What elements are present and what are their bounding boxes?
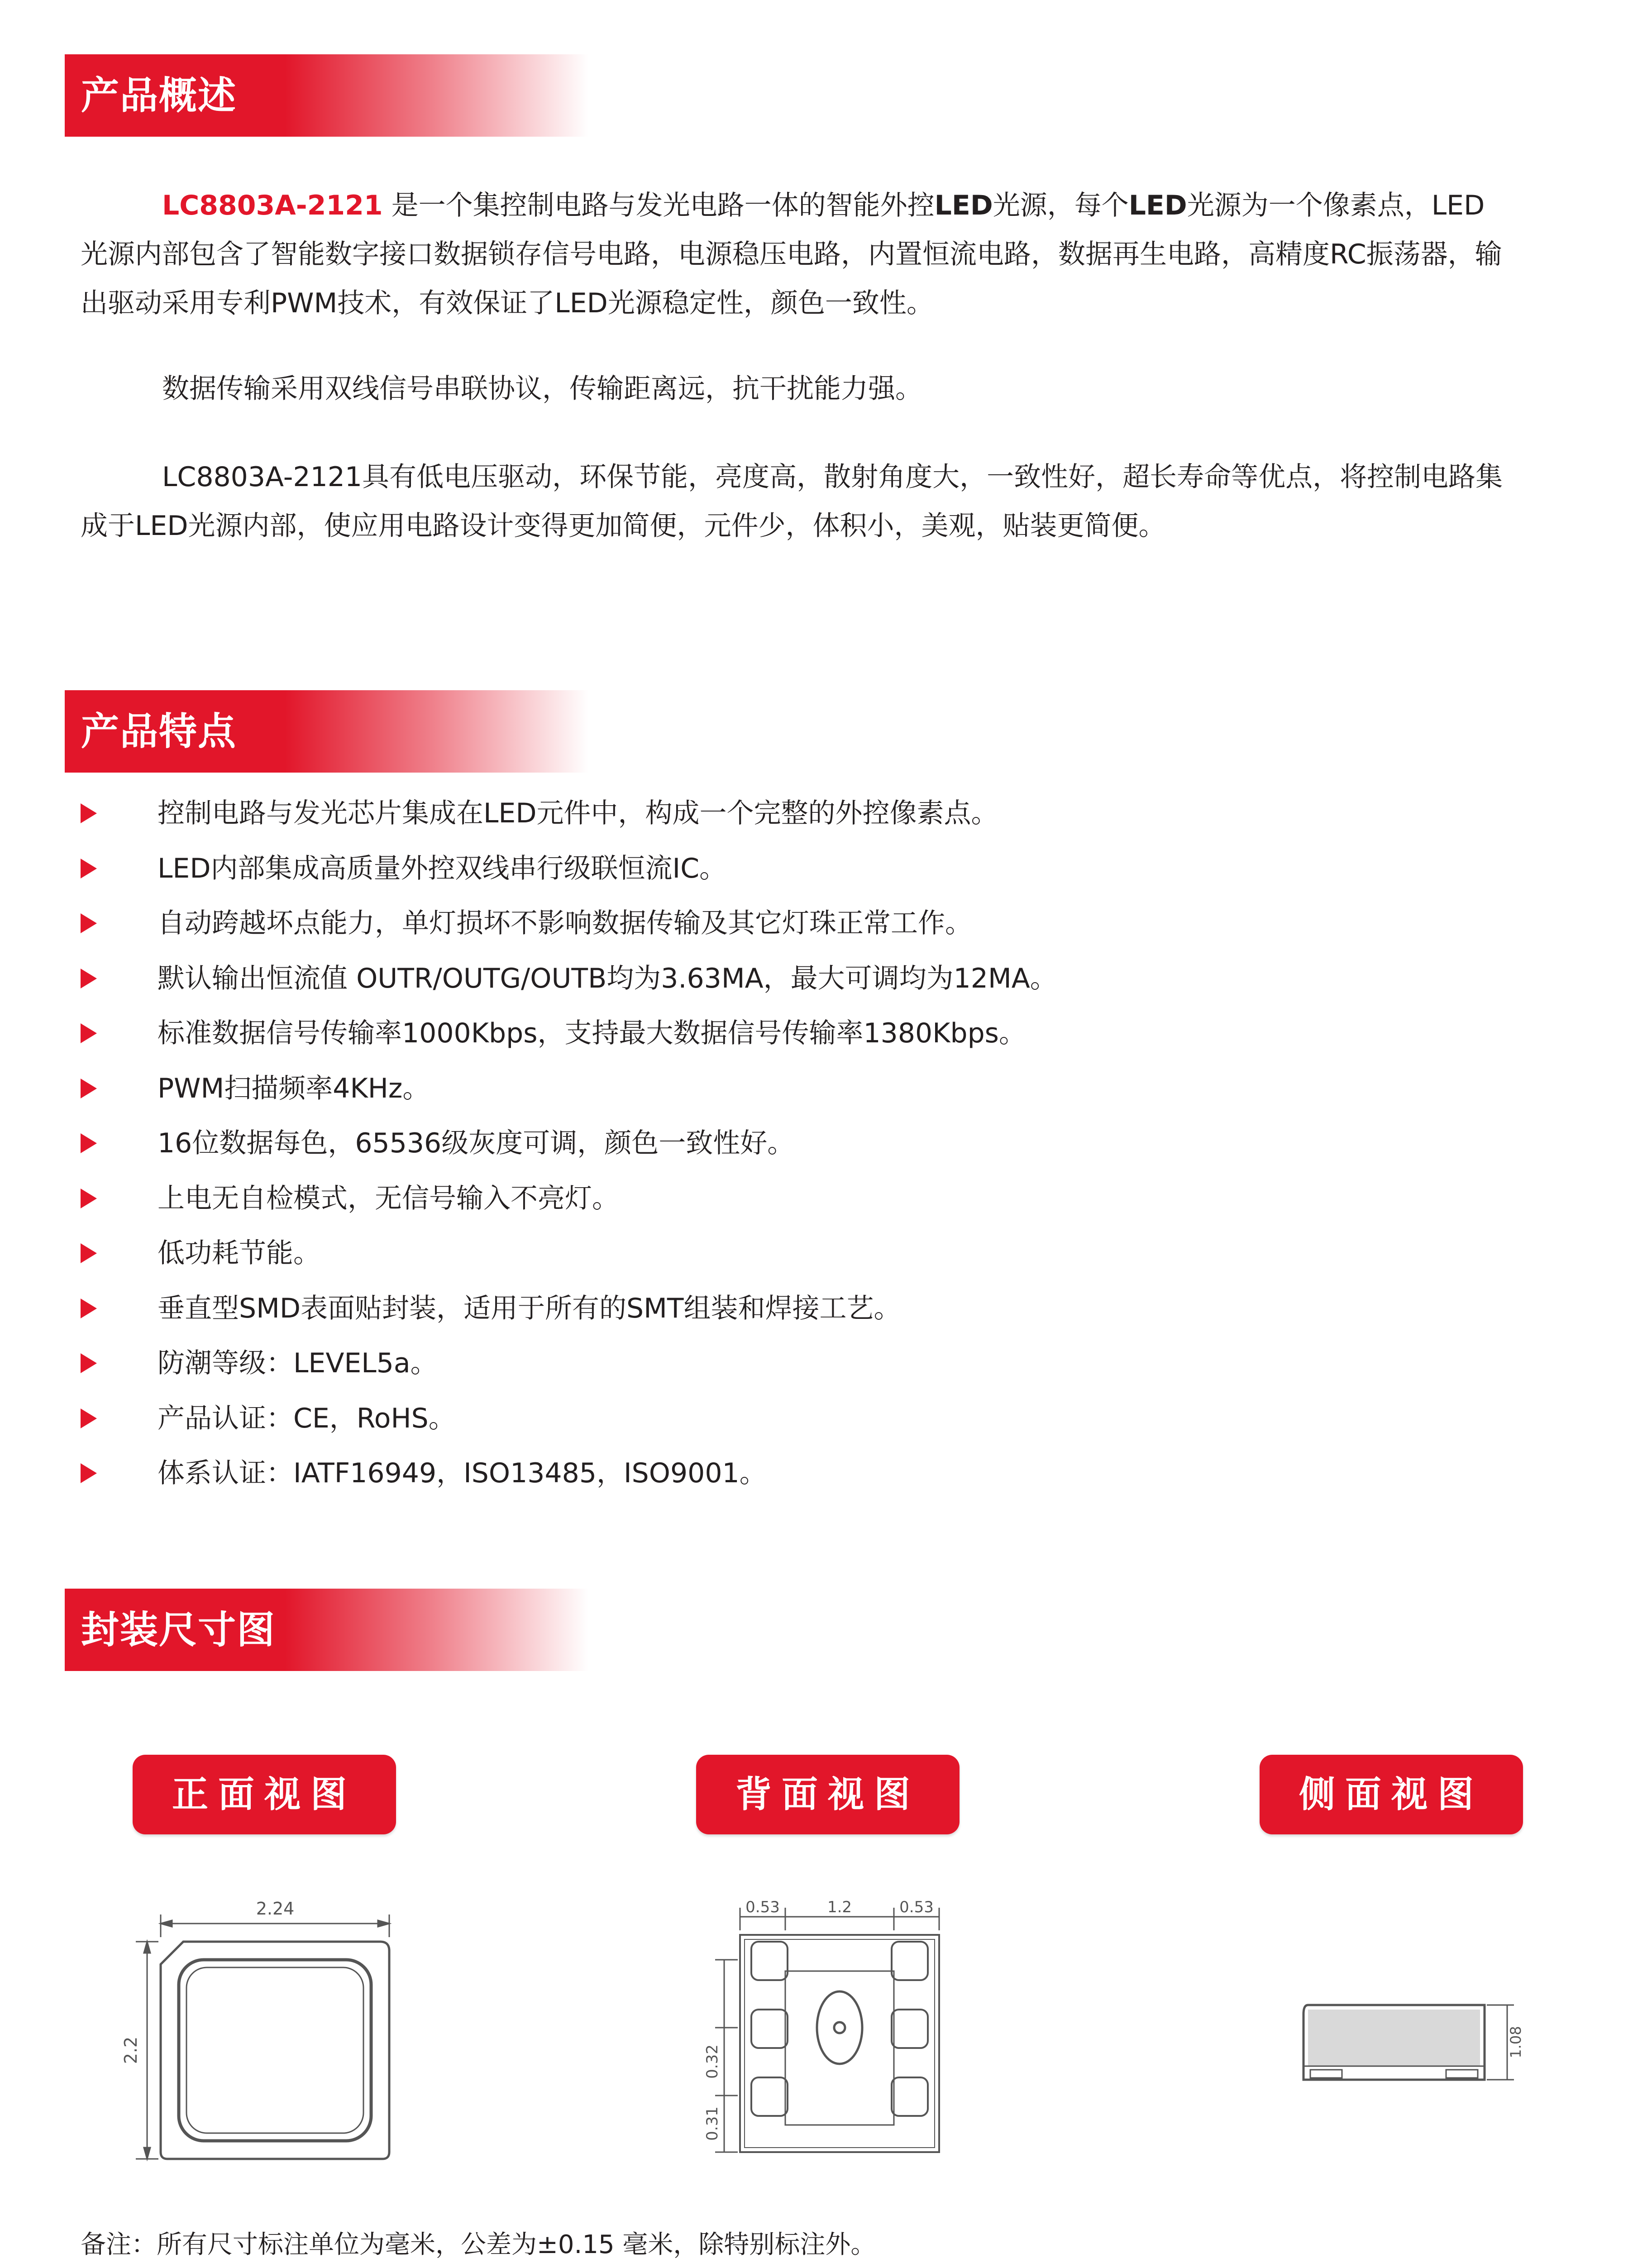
model-name: LC8803A-2121 bbox=[162, 190, 383, 221]
front-height-dim: 2.2 bbox=[121, 2036, 141, 2064]
overview-paragraph-1: LC8803A-2121 是一个集控制电路与发光电路一体的智能外控LED光源，每个LED光源为一个像素点，LED光源内部包含了智能数字接口数据锁存信号电路，电源稳压电路，内置恒流电路，数据再生电路，高精度RC振荡器，输出驱动采用专利PWM技术，有效保证了LED光源稳定性，颜色一致性。 bbox=[81, 190, 1502, 319]
back-view-label: 背面视图 bbox=[696, 1755, 960, 1834]
overview-title: 产品概述 bbox=[81, 73, 237, 118]
feature-item: 体系认证：IATF16949，ISO13485，ISO9001。 bbox=[81, 1446, 1529, 1501]
bullet-triangle-icon bbox=[81, 1463, 97, 1483]
feature-item: LED内部集成高质量外控双线串行级联恒流IC。 bbox=[81, 841, 1529, 897]
bullet-triangle-icon bbox=[81, 803, 97, 823]
features-header bbox=[65, 690, 588, 773]
bullet-triangle-icon bbox=[81, 1243, 97, 1263]
overview-paragraph-2: 数据传输采用双线信号串联协议，传输距离远，抗干扰能力强。 bbox=[162, 373, 922, 405]
bullet-triangle-icon bbox=[81, 913, 97, 933]
bullet-triangle-icon bbox=[81, 859, 97, 878]
back-dim-right: 0.53 bbox=[899, 1898, 934, 1916]
side-height-dim: 1.08 bbox=[1507, 2026, 1524, 2058]
feature-item: PWM扫描频率4KHz。 bbox=[81, 1061, 1529, 1117]
feature-item: 控制电路与发光芯片集成在LED元件中，构成一个完整的外控像素点。 bbox=[81, 786, 1529, 841]
front-view-drawing bbox=[91, 1869, 407, 2177]
feature-item: 标准数据信号传输率1000Kbps，支持最大数据信号传输率1380Kbps。 bbox=[81, 1006, 1529, 1061]
front-width-dim: 2.24 bbox=[256, 1899, 295, 1919]
feature-item: 默认输出恒流值 OUTR/OUTG/OUTB均为3.63MA，最大可调均为12MA。 bbox=[81, 951, 1529, 1007]
overview-header bbox=[65, 54, 588, 137]
feature-item: 上电无自检模式，无信号输入不亮灯。 bbox=[81, 1171, 1529, 1227]
back-dim-pitch: 0.32 bbox=[703, 2044, 721, 2079]
bullet-triangle-icon bbox=[81, 1133, 97, 1153]
back-dim-left: 0.53 bbox=[745, 1898, 780, 1916]
feature-item: 产品认证：CE，RoHS。 bbox=[81, 1391, 1529, 1447]
back-dim-mid: 1.2 bbox=[827, 1898, 852, 1916]
bullet-triangle-icon bbox=[81, 1189, 97, 1208]
features-title: 产品特点 bbox=[81, 709, 237, 754]
package-title: 封装尺寸图 bbox=[81, 1608, 276, 1652]
dimension-note: 备注：所有尺寸标注单位为毫米，公差为±0.15 毫米，除特别标注外。 bbox=[81, 2230, 876, 2259]
feature-item: 垂直型SMD表面贴封装，适用于所有的SMT组装和焊接工艺。 bbox=[81, 1281, 1529, 1337]
bullet-triangle-icon bbox=[81, 969, 97, 988]
bullet-triangle-icon bbox=[81, 1353, 97, 1373]
features-list bbox=[81, 786, 1529, 1501]
bullet-triangle-icon bbox=[81, 1023, 97, 1043]
feature-item: 16位数据每色，65536级灰度可调，颜色一致性好。 bbox=[81, 1116, 1529, 1171]
back-view-drawing bbox=[688, 1892, 1005, 2172]
bullet-triangle-icon bbox=[81, 1079, 97, 1098]
back-dim-pad: 0.31 bbox=[703, 2106, 721, 2141]
bullet-triangle-icon bbox=[81, 1408, 97, 1428]
bullet-triangle-icon bbox=[81, 1299, 97, 1318]
side-view-drawing bbox=[1285, 1973, 1539, 2109]
feature-item: 自动跨越坏点能力，单灯损坏不影响数据传输及其它灯珠正常工作。 bbox=[81, 896, 1529, 951]
feature-item: 低功耗节能。 bbox=[81, 1226, 1529, 1281]
front-view-label: 正面视图 bbox=[133, 1755, 396, 1834]
side-view-label: 侧面视图 bbox=[1260, 1755, 1523, 1834]
package-header bbox=[65, 1589, 588, 1671]
overview-paragraph-3: LC8803A-2121具有低电压驱动，环保节能，亮度高，散射角度大，一致性好，超长寿命等优点，将控制电路集成于LED光源内部，使应用电路设计变得更加简便，元件少，体积小，美观，贴装更简便。 bbox=[81, 461, 1503, 542]
feature-item: 防潮等级：LEVEL5a。 bbox=[81, 1336, 1529, 1391]
